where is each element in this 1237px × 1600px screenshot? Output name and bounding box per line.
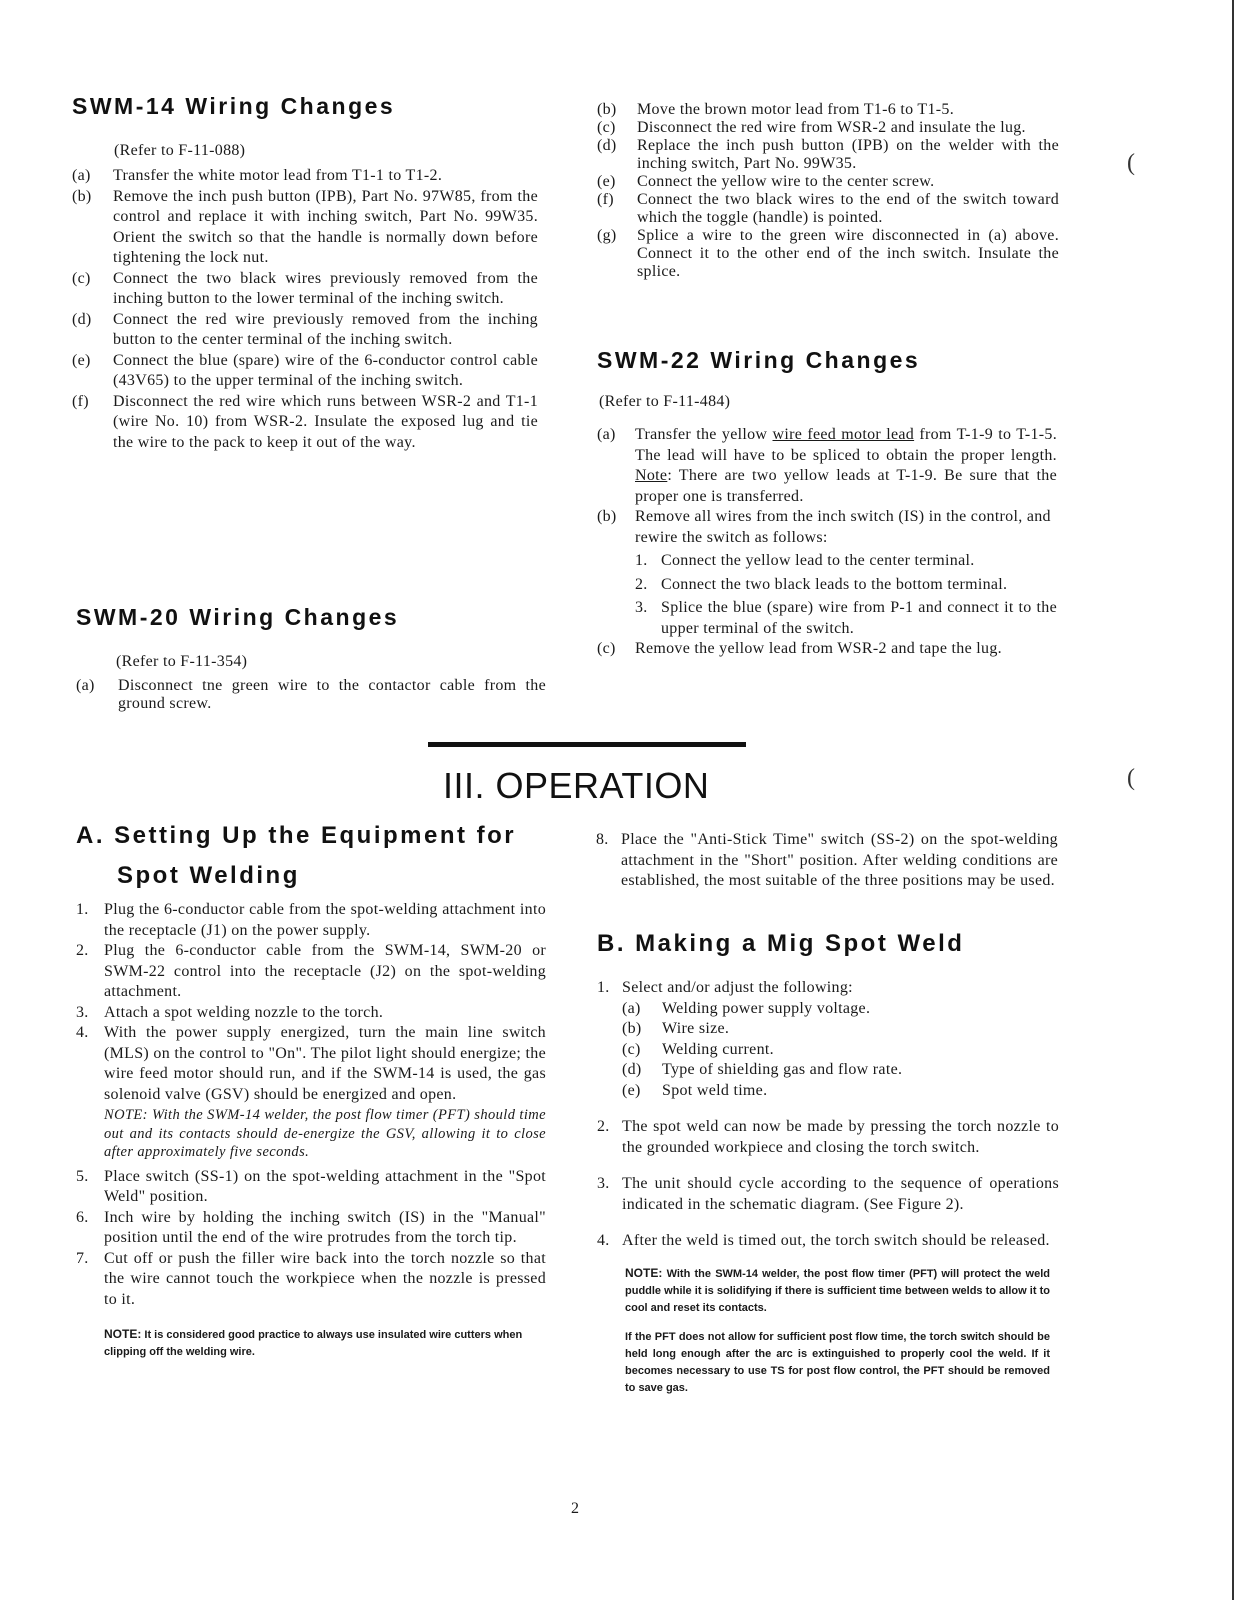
page-number: 2 xyxy=(571,1500,579,1517)
list-item xyxy=(72,166,538,187)
list-item xyxy=(76,1167,546,1208)
list-item-label: 4. xyxy=(76,1024,89,1041)
section-b xyxy=(597,930,1059,1397)
swm22-item-c-label: (c) xyxy=(597,640,616,657)
swm22-item-b-label: (b) xyxy=(597,508,617,525)
swm20-item xyxy=(597,137,1059,173)
swm22-reference: (Refer to F-11-484) xyxy=(599,393,731,410)
list-item-text: Spot weld time. xyxy=(662,1081,768,1099)
operation-divider xyxy=(428,742,746,747)
swm22-sub-list xyxy=(597,551,1057,639)
list-item-text: With the power supply energized, turn the main line switch (MLS) on the control to "On". The pilot light should energize; the wire feed motor should run, and if the SWM-14 is used, the gas solenoid valve (GSV) should be energized and open. xyxy=(104,1024,546,1103)
list-item-label: (e) xyxy=(622,1081,641,1099)
list-item-text: Welding current. xyxy=(662,1040,774,1058)
swm20-item-text: Move the brown motor lead from T1-6 to T1-5. xyxy=(637,101,954,118)
list-item-text: Disconnect the red wire which runs between WSR-2 and T1-1 (wire No. 10) from WSR-2. Insulate the exposed lug and tie the wire to the pack to keep it out of the way. xyxy=(113,392,538,451)
list-item-text: Welding power supply voltage. xyxy=(662,999,871,1017)
swm14-heading: SWM-14 Wiring Changes xyxy=(72,93,396,119)
list-item-text: Type of shielding gas and flow rate. xyxy=(662,1061,903,1078)
swm20-item-label: (c) xyxy=(597,119,616,136)
list-item-label: 3. xyxy=(635,599,648,616)
swm22-item-c xyxy=(597,639,1057,660)
swm22-a-underlined: wire feed motor lead xyxy=(772,426,915,443)
swm20-item-label: (f) xyxy=(597,191,614,208)
list-item-text: Connect the two black leads to the bottom terminal. xyxy=(661,575,1008,593)
list-item-label: (d) xyxy=(72,310,92,328)
section-b-item-1 xyxy=(597,978,1059,999)
list-item-label: (f) xyxy=(72,392,89,410)
swm22-item-a-label: (a) xyxy=(597,426,616,443)
list-item xyxy=(635,551,1057,572)
section-b-item-2 xyxy=(597,1117,1059,1158)
list-item-text: Connect the blue (spare) wire of the 6-conductor control cable (43V65) to the upper terminal of the inching switch. xyxy=(113,351,538,389)
list-item-label: (a) xyxy=(72,167,91,184)
list-item-text: Connect the red wire previously removed from the inching button to the center terminal of the inching switch. xyxy=(113,310,538,348)
section-b-item-4 xyxy=(597,1231,1059,1252)
swm20-item-text: Splice a wire to the green wire disconnected in (a) above. Connect it to the other end of the inch switch. Insulate the splice. xyxy=(637,227,1059,280)
operation-heading: III. OPERATION xyxy=(443,765,710,806)
swm14-reference: (Refer to F-11-088) xyxy=(114,142,246,159)
section-a-continued xyxy=(596,830,1058,892)
swm20-item xyxy=(597,191,1059,227)
list-item xyxy=(635,575,1057,596)
section-a-item-8-label: 8. xyxy=(596,831,609,848)
list-item xyxy=(622,1040,1059,1061)
list-item-text: Remove the inch push button (IPB), Part No. 97W85, from the control and replace it with inching switch, Part No. 99W35. Orient the switch so that the handle is normally down before tightening the lock nut. xyxy=(113,187,538,266)
list-item-text: Wire size. xyxy=(662,1020,730,1037)
list-item-label: (e) xyxy=(72,351,91,369)
swm22-heading: SWM-22 Wiring Changes xyxy=(597,347,921,373)
section-b-item-2-label: 2. xyxy=(597,1118,610,1135)
swm14-section xyxy=(72,93,538,453)
list-item-text: Plug the 6-conductor cable from the SWM-14, SWM-20 or SWM-22 control into the receptacle (J2) on the spot-welding attachment. xyxy=(104,942,546,1000)
list-item xyxy=(622,1060,1059,1081)
list-item xyxy=(72,392,538,454)
section-b-item-3 xyxy=(597,1174,1059,1215)
list-item-label: 1. xyxy=(635,552,648,569)
swm20-item-label: (a) xyxy=(76,677,95,694)
section-a-item-8-text: Place the "Anti-Stick Time" switch (SS-2) on the spot-welding attachment in the "Short" position. After welding conditions are established, the most suitable of the three positions may be used. xyxy=(621,831,1058,889)
list-item xyxy=(622,999,1059,1020)
section-b-note-1-lead: NOTE: xyxy=(625,1265,663,1280)
section-a-note-text: It is considered good practice to always use insulated wire cutters when clipping off the welding wire. xyxy=(104,1329,523,1358)
section-b-item-1-text: Select and/or adjust the following: xyxy=(622,979,853,996)
list-item-text: Place switch (SS-1) on the spot-welding attachment in the "Spot Weld" position. xyxy=(104,1167,546,1205)
swm20-list-left xyxy=(76,677,546,713)
margin-mark-2: ( xyxy=(1127,765,1135,791)
list-item-text: Connect the yellow lead to the center terminal. xyxy=(661,552,975,569)
swm20-item-text: Replace the inch push button (IPB) on the welder with the inching switch, Part No. 99W35. xyxy=(637,137,1059,172)
list-item xyxy=(76,1249,546,1311)
list-item-label: 7. xyxy=(76,1249,89,1267)
list-item-label: (a) xyxy=(622,999,641,1017)
list-item-label: 3. xyxy=(76,1003,89,1021)
section-b-note-1-text: With the SWM-14 welder, the post flow timer (PFT) will protect the weld puddle while it is solidifying if there is sufficient time between welds to allow it to cool and reset its contacts. xyxy=(625,1267,1050,1314)
list-item-label: 2. xyxy=(635,575,648,593)
list-item xyxy=(76,1003,546,1024)
list-item-label: (c) xyxy=(622,1040,641,1058)
section-b-item-2-text: The spot weld can now be made by pressing the torch nozzle to the grounded workpiece and closing the torch switch. xyxy=(622,1118,1059,1156)
section-b-item-4-label: 4. xyxy=(597,1232,610,1249)
section-a-item-8 xyxy=(596,830,1058,892)
list-item-label: 6. xyxy=(76,1208,89,1226)
section-a-heading-line2: Spot Welding xyxy=(117,862,300,889)
swm20-item-text: Disconnect tne green wire to the contactor cable from the ground screw. xyxy=(118,677,546,712)
swm22-a-text-1: Transfer the yellow xyxy=(635,426,768,443)
swm20-item xyxy=(597,119,1059,137)
section-b-heading: B. Making a Mig Spot Weld xyxy=(597,930,965,957)
list-item xyxy=(72,310,538,351)
list-item-text: Connect the two black wires previously removed from the inching button to the lower terminal of the inching switch. xyxy=(113,269,538,307)
list-item xyxy=(635,598,1057,639)
section-b-item-3-text: The unit should cycle according to the sequence of operations indicated in the schematic diagram. (See Figure 2). xyxy=(622,1175,1059,1213)
list-item xyxy=(76,900,546,941)
list-item-text: Cut off or push the filler wire back into the torch nozzle so that the wire cannot touch the workpiece when the nozzle is pressed to it. xyxy=(104,1249,546,1308)
list-item-label: 5. xyxy=(76,1167,89,1185)
margin-mark-1: ( xyxy=(1127,150,1135,176)
list-item xyxy=(72,187,538,269)
list-item-label: (d) xyxy=(622,1061,642,1078)
list-item-label: (c) xyxy=(72,269,91,287)
swm22-a-text-2: from T-1-9 to T-1-5. The lead will have to be spliced to obtain the proper length. xyxy=(635,426,1058,464)
list-item-text: Inch wire by holding the inching switch (IS) in the "Manual" position until the end of the wire protrudes from the torch tip. xyxy=(104,1208,546,1246)
swm20-item xyxy=(76,677,546,713)
swm20-reference: (Refer to F-11-354) xyxy=(116,653,248,670)
swm14-list xyxy=(72,166,538,453)
section-a-item4-note: NOTE: With the SWM-14 welder, the post flow timer (PFT) should time out and its contacts should de-energize the GSV, allowing it to close after approximately five seconds. xyxy=(104,1107,546,1160)
swm20-item-label: (e) xyxy=(597,173,616,190)
list-item xyxy=(72,269,538,310)
section-a-list xyxy=(76,900,546,1105)
swm22-item-a xyxy=(597,425,1057,507)
list-item xyxy=(76,941,546,1003)
swm22-a-text-3: : There are two yellow leads at T-1-9. Be sure that the proper one is transferred. xyxy=(635,467,1057,505)
list-item xyxy=(622,1019,1059,1040)
section-a-heading-line1: A. Setting Up the Equipment for xyxy=(76,822,517,849)
swm22-item-b xyxy=(597,507,1057,548)
list-item-label: (b) xyxy=(72,187,92,205)
swm20-item-text: Connect the two black wires to the end of the switch toward which the toggle (handle) is pointed. xyxy=(637,191,1059,226)
swm20-item-label: (d) xyxy=(597,137,617,154)
swm20-continued xyxy=(597,101,1059,281)
section-b-item-4-text: After the weld is timed out, the torch switch should be released. xyxy=(622,1232,1050,1249)
swm20-item-label: (g) xyxy=(597,227,617,244)
section-b-sub-list xyxy=(597,999,1059,1102)
swm20-item xyxy=(597,227,1059,281)
list-item-text: Transfer the white motor lead from T1-1 to T1-2. xyxy=(113,167,443,184)
list-item-text: Splice the blue (spare) wire from P-1 and connect it to the upper terminal of the switch. xyxy=(661,599,1057,637)
list-item xyxy=(76,1208,546,1249)
list-item xyxy=(622,1081,1059,1102)
section-a-note xyxy=(104,1326,544,1361)
list-item-text: Plug the 6-conductor cable from the spot-welding attachment into the receptacle (J1) on the power supply. xyxy=(104,901,546,939)
section-a-list-2 xyxy=(76,1167,546,1311)
list-item-label: 1. xyxy=(76,901,89,918)
section-b-item-3-label: 3. xyxy=(597,1175,610,1192)
swm20-heading: SWM-20 Wiring Changes xyxy=(76,604,400,630)
list-item xyxy=(76,1023,546,1105)
section-b-note-1 xyxy=(625,1265,1050,1317)
swm22-item-b-text: Remove all wires from the inch switch (IS) in the control, and rewire the switch as follows: xyxy=(635,508,1051,546)
section-b-note-2: If the PFT does not allow for sufficient post flow time, the torch switch should be held long enough after the arc is extinguished to properly cool the weld. If it becomes necessary to use TS for post flow control, the PFT should be removed to save gas. xyxy=(625,1330,1050,1394)
list-item-label: (b) xyxy=(622,1020,642,1037)
list-item-label: 2. xyxy=(76,942,89,959)
swm20-item-label: (b) xyxy=(597,101,617,118)
swm22-a-note-word: Note xyxy=(635,467,668,484)
list-item xyxy=(72,351,538,392)
swm20-section xyxy=(76,604,546,713)
section-a-note-lead: NOTE: xyxy=(104,1327,142,1341)
swm20-item-text: Disconnect the red wire from WSR-2 and insulate the lug. xyxy=(637,119,1026,136)
swm20-item xyxy=(597,173,1059,191)
scan-edge-line xyxy=(1232,0,1234,1600)
swm20-item xyxy=(597,101,1059,119)
section-b-item-1-label: 1. xyxy=(597,979,610,996)
swm20-list-right xyxy=(597,101,1059,281)
swm22-item-c-text: Remove the yellow lead from WSR-2 and tape the lug. xyxy=(635,640,1002,657)
section-a xyxy=(76,822,546,1361)
list-item-text: Attach a spot welding nozzle to the torch. xyxy=(104,1003,384,1021)
swm20-item-text: Connect the yellow wire to the center screw. xyxy=(637,173,935,190)
swm22-section xyxy=(597,347,1057,660)
